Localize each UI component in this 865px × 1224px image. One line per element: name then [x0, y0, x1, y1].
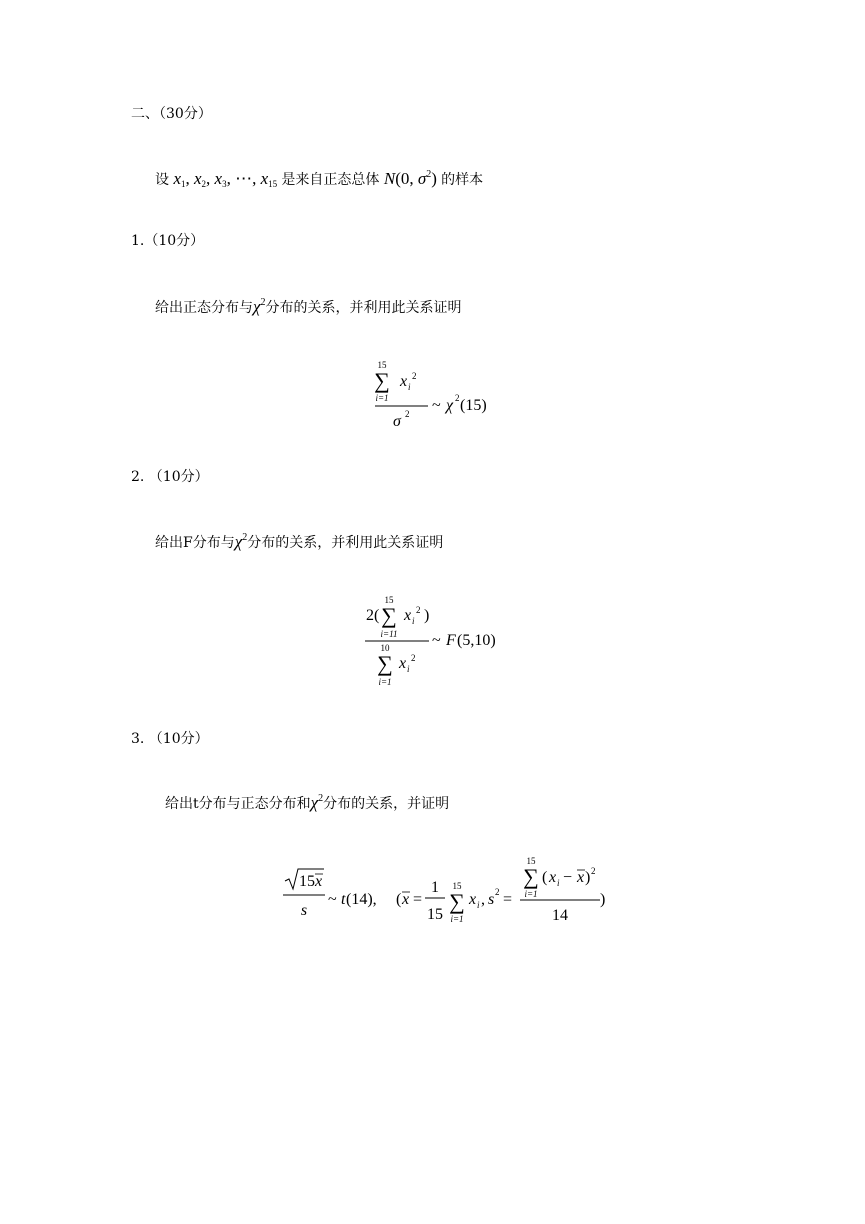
svg-text:~: ~ — [432, 397, 441, 414]
svg-text:,: , — [481, 891, 485, 908]
svg-text:i: i — [557, 878, 560, 888]
svg-text:x: x — [469, 891, 477, 908]
svg-text:t: t — [341, 891, 346, 908]
svg-text:15: 15 — [452, 881, 462, 891]
svg-text:i=1: i=1 — [524, 889, 538, 899]
svg-text:s: s — [488, 891, 495, 908]
svg-text:σ: σ — [393, 413, 401, 430]
svg-text:i: i — [412, 616, 415, 626]
svg-text:x: x — [399, 655, 407, 672]
svg-text:∑: ∑ — [374, 368, 390, 393]
svg-text:2: 2 — [412, 371, 417, 381]
svg-text:2(: 2( — [366, 607, 380, 624]
question-1-prompt-after: 分布的关系，并利用此关系证明 — [265, 300, 462, 316]
chi-squared-symbol: $\chi^2$ — [310, 793, 324, 812]
question-1-prompt-before: 给出正态分布与 — [155, 300, 253, 316]
svg-text:~: ~ — [432, 632, 441, 649]
question-2-label: 2. （10分） — [131, 469, 209, 485]
chi-squared-symbol: $\chi^2$ — [234, 532, 248, 551]
svg-text:i: i — [477, 900, 480, 910]
svg-text:χ: χ — [446, 397, 454, 414]
svg-text:x: x — [402, 891, 410, 908]
intro-samples: $x_1$, $x_2$, $x_3$, ⋯, $x_{15}$ — [173, 169, 278, 189]
svg-text:x: x — [577, 869, 585, 886]
svg-text:(15): (15) — [460, 397, 487, 414]
svg-text:15: 15 — [427, 906, 443, 923]
svg-text:x: x — [315, 873, 323, 890]
svg-text:x: x — [400, 373, 408, 390]
formula-3 — [280, 852, 615, 936]
intro-distribution: N(0, $\sigma^2$) — [383, 169, 442, 188]
svg-text:10: 10 — [380, 643, 390, 653]
question-3-label: 3. （10分） — [131, 731, 209, 747]
svg-text:2: 2 — [405, 409, 410, 419]
svg-text:i=11: i=11 — [380, 629, 398, 639]
question-3-prompt-before: 给出t分布与正态分布和 — [165, 796, 311, 812]
svg-text:i: i — [408, 382, 411, 392]
chi-squared-symbol: $\chi^2$ — [253, 297, 266, 316]
intro-suffix: 的样本 — [441, 172, 484, 188]
svg-text:2: 2 — [591, 866, 596, 876]
svg-text:15: 15 — [526, 856, 536, 866]
formula-2 — [362, 590, 507, 699]
svg-text:−: − — [563, 869, 573, 886]
intro-sentence — [155, 170, 483, 189]
svg-text:s: s — [300, 902, 308, 919]
svg-text:2: 2 — [495, 887, 500, 897]
svg-text:2: 2 — [455, 393, 460, 403]
intro-middle: 是来自正态总体 — [281, 172, 380, 188]
svg-text:(: ( — [396, 891, 402, 908]
question-2-prompt — [155, 533, 443, 550]
svg-text:): ) — [585, 869, 591, 886]
question-3-prompt-after: 分布的关系，并证明 — [323, 796, 450, 812]
svg-text:(5,10): (5,10) — [457, 632, 496, 649]
svg-text:=: = — [413, 891, 423, 908]
svg-text:15: 15 — [384, 595, 394, 605]
svg-text:∑: ∑ — [377, 651, 393, 676]
question-1-label: 1.（10分） — [131, 233, 205, 249]
svg-text:~: ~ — [328, 891, 337, 908]
svg-text:2: 2 — [416, 605, 421, 615]
svg-text:14: 14 — [552, 907, 568, 924]
svg-text:x: x — [404, 607, 412, 624]
svg-text:i: i — [407, 664, 410, 674]
svg-text:15: 15 — [299, 873, 315, 890]
question-3-prompt — [165, 794, 449, 811]
question-2-prompt-before: 给出F分布与 — [155, 535, 235, 551]
svg-text:2: 2 — [411, 653, 416, 663]
svg-text:i=1: i=1 — [378, 677, 392, 687]
svg-text:): ) — [424, 607, 430, 624]
svg-text:∑: ∑ — [381, 603, 397, 628]
svg-text:i=1: i=1 — [450, 914, 464, 924]
intro-prefix: 设 — [155, 172, 169, 188]
svg-text:1: 1 — [431, 879, 439, 896]
question-1-prompt — [155, 298, 461, 315]
svg-text:15: 15 — [377, 360, 387, 370]
section-heading: 二、（30分） — [131, 106, 212, 122]
svg-text:): ) — [600, 891, 606, 908]
svg-text:F: F — [446, 632, 456, 649]
svg-text:(: ( — [542, 869, 548, 886]
svg-text:x: x — [549, 869, 557, 886]
formula-1 — [370, 355, 500, 439]
svg-text:∑: ∑ — [523, 864, 539, 889]
svg-text:i=1: i=1 — [375, 393, 389, 403]
svg-text:∑: ∑ — [449, 889, 465, 914]
svg-text:(14),: (14), — [346, 891, 377, 908]
question-2-prompt-after: 分布的关系，并利用此关系证明 — [247, 535, 444, 551]
svg-text:=: = — [503, 891, 513, 908]
